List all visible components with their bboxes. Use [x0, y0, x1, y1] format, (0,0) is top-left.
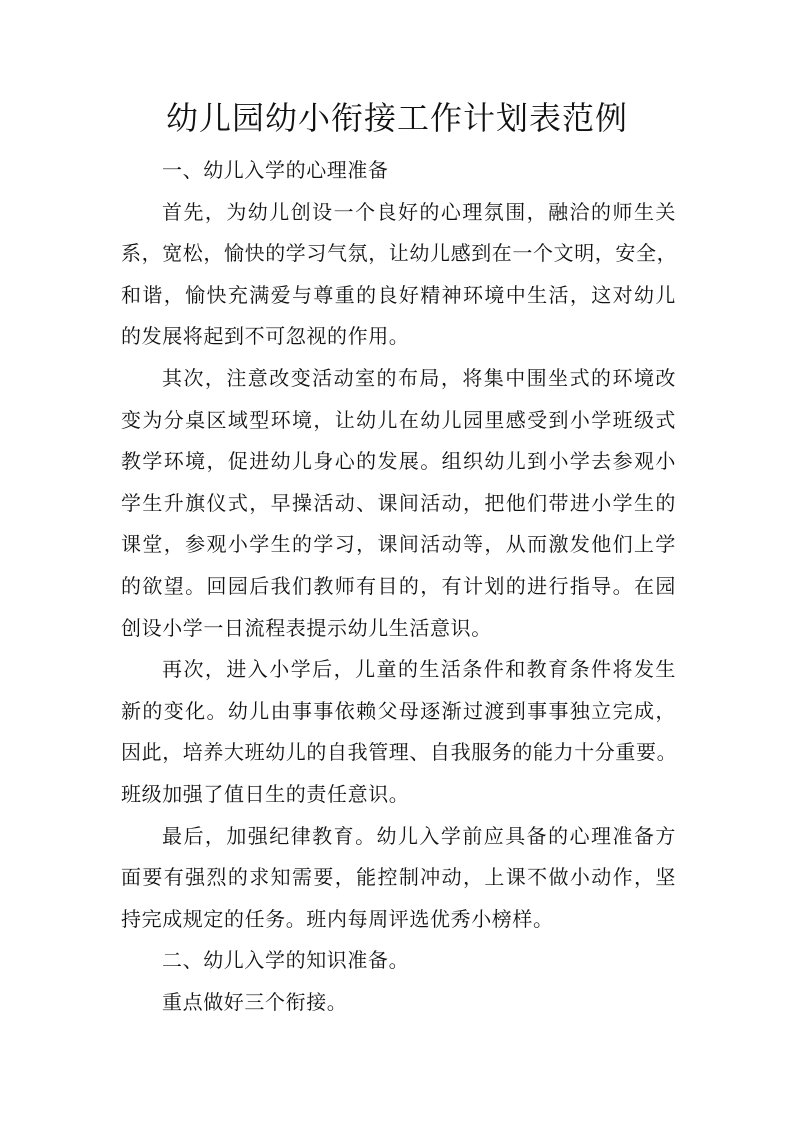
- paragraph-1-line-4: 的发展将起到不可忽视的作用。: [121, 324, 410, 349]
- paragraph-2-line-4: 学生升旗仪式，早操活动、课间活动，把他们带进小学生的: [121, 490, 676, 515]
- paragraph-3-line-2: 新的变化。幼儿由事事依赖父母逐渐过渡到事事独立完成，: [121, 698, 676, 723]
- paragraph-4-line-2: 面要有强烈的求知需要，能控制冲动，上课不做小动作，坚: [121, 865, 676, 890]
- paragraph-2-line-5: 课堂，参观小学生的学习，课间活动等，从而激发他们上学: [121, 532, 676, 557]
- document-body: [121, 150, 676, 1023]
- paragraph-4-line-1: 最后，加强纪律教育。幼儿入学前应具备的心理准备方: [162, 823, 676, 848]
- section-heading-2: 二、幼儿入学的知识准备。: [162, 948, 410, 973]
- paragraph-5-line-1: 重点做好三个衔接。: [162, 989, 348, 1014]
- paragraph-3-line-4: 班级加强了值日生的责任意识。: [121, 781, 410, 806]
- paragraph-1-line-2: 系，宽松，愉快的学习气氛，让幼儿感到在一个文明，安全，: [121, 241, 678, 266]
- paragraph-2-line-7: 创设小学一日流程表提示幼儿生活意识。: [121, 615, 492, 640]
- paragraph-3-line-1: 再次，进入小学后，儿童的生活条件和教育条件将发生: [162, 657, 676, 682]
- section-heading-1: 一、幼儿入学的心理准备: [162, 158, 389, 182]
- paragraph-3-line-3: 因此，培养大班幼儿的自我管理、自我服务的能力十分重要。: [121, 740, 678, 765]
- paragraph-1-line-3: 和谐，愉快充满爱与尊重的良好精神环境中生活，这对幼儿: [121, 282, 676, 307]
- paragraph-2-line-1: 其次，注意改变活动室的布局，将集中围坐式的环境改: [162, 365, 676, 390]
- paragraph-2-line-3: 教学环境，促进幼儿身心的发展。组织幼儿到小学去参观小: [121, 449, 676, 474]
- document-title: 幼儿园幼小衔接工作计划表范例: [165, 99, 628, 137]
- paragraph-2-line-2: 变为分桌区域型环境，让幼儿在幼儿园里感受到小学班级式: [121, 407, 676, 432]
- paragraph-4-line-3: 持完成规定的任务。班内每周评选优秀小榜样。: [121, 906, 554, 931]
- paragraph-2-line-6: 的欲望。回园后我们教师有目的，有计划的进行指导。在园: [121, 573, 676, 598]
- paragraph-1-line-1: 首先，为幼儿创设一个良好的心理氛围，融洽的师生关: [162, 199, 676, 224]
